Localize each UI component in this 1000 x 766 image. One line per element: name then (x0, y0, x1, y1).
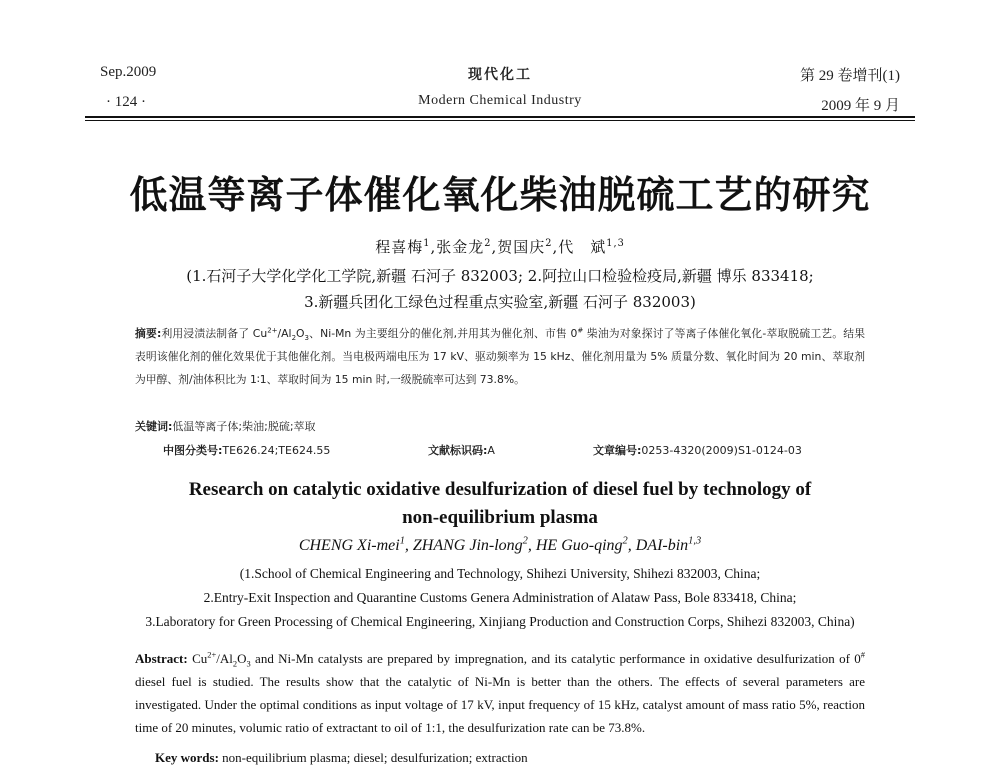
author-cn-1-aff: 1 (423, 238, 431, 249)
header-journal-en: Modern Chemical Industry (418, 93, 582, 108)
author-cn-4: 代 斌 (558, 238, 607, 256)
header-volume-cn: 第 29 卷增刊(1) (800, 68, 900, 84)
abstract-en-text: /Al (216, 651, 233, 666)
title-en-line-2: non-equilibrium plasma (402, 507, 598, 528)
abstract-cn-sup: 2+ (267, 325, 278, 335)
author-en-3-aff: 2 (622, 535, 628, 547)
affiliation-en-line-2: 2.Entry-Exit Inspection and Quarantine Customs Genera Administration of Alataw Pass, Bole 833418, China; (203, 590, 797, 605)
article-id-value: 0253-4320(2009)S1-0124-03 (641, 444, 802, 457)
title-cn: 低温等离子体催化氧化柴油脱硫工艺的研究 (129, 173, 871, 217)
article-id (593, 442, 802, 458)
affiliation-cn-line-2: 3.新疆兵团化工绿色过程重点实验室,新疆 石河子 832003) (304, 293, 696, 311)
header-rule (85, 116, 915, 118)
authors-en: CHENG Xi-mei$^1$, ZHANG Jin-long$^2$, HE Guo-qing$^2$, DAI-bin$^{1,3}$ (298, 535, 702, 554)
authors-cn: 程喜梅$^1$,张金龙$^2$,贺国庆$^2$,代 斌$^{1,3}$ (375, 238, 625, 256)
document-code-label: 文献标识码: (428, 444, 488, 457)
abstract-cn (135, 322, 865, 391)
keywords-en-text: non-equilibrium plasma; diesel; desulfurization; extraction (218, 750, 528, 765)
author-en-4: DAI-bin (635, 537, 689, 554)
abstract-cn-sub: 3 (304, 333, 309, 343)
abstract-en (135, 647, 865, 739)
article-id-label: 文章编号: (593, 444, 642, 457)
document-code-value: A (487, 444, 495, 457)
header-page-number: · 124 · (106, 94, 146, 110)
abstract-en-text: Cu (187, 651, 208, 666)
author-cn-3-aff: 2 (545, 238, 553, 249)
keywords-cn-text: 低温等离子体;柴油;脱硫;萃取 (172, 420, 316, 433)
header-journal-cn: 现代化工 (468, 67, 532, 83)
abstract-en-text: and Ni-Mn catalysts are prepared by impregnation, and its catalytic performance in oxidative desulfurization of 0 (250, 651, 861, 666)
title-en-line-1: Research on catalytic oxidative desulfurization of diesel fuel by technology of (188, 479, 812, 500)
keywords-cn-label: 关键词: (135, 420, 173, 433)
header-date-en: Sep.2009 (100, 64, 157, 80)
abstract-cn-text: 柴油为对象探讨了等离子体催化氧化-萃取脱硫工艺。结果表明该催化剂的催化效果优于其他催化剂。当电极两端电压为 17 kV、驱动频率为 15 kHz、催化剂用量为 5% 质量分数、氧化时间为 20 min、萃取剂为甲醇、剂/油体积比为 1∶1、萃取时间为 15 min 时,一级脱硫率可达到 73.8%。 (135, 327, 865, 386)
author-en-1: CHENG Xi-mei (298, 537, 400, 554)
author-cn-2: 张金龙 (436, 238, 485, 256)
keywords-cn (135, 418, 316, 434)
abstract-cn-text: 利用浸渍法制备了 Cu (161, 327, 268, 340)
keywords-en (155, 750, 528, 766)
affiliation-en-line-1: (1.School of Chemical Engineering and Technology, Shihezi University, Shihezi 832003, China; (239, 566, 761, 581)
author-en-4-aff: 1,3 (688, 535, 702, 547)
author-en-2: ZHANG Jin-long (412, 537, 523, 554)
header-rule-thin (85, 120, 915, 121)
header-date-cn: 2009 年 9 月 (821, 98, 900, 114)
abstract-en-label: Abstract: (135, 651, 188, 666)
abstract-en-sup: 2+ (207, 649, 217, 660)
abstract-cn-text: /Al (277, 327, 292, 340)
author-en-3: HE Guo-qing (535, 537, 623, 554)
abstract-en-sub: 3 (246, 658, 251, 669)
author-en-2-aff: 2 (522, 535, 528, 547)
clc-value: TE626.24;TE624.55 (222, 444, 331, 457)
keywords-en-label: Key words: (155, 750, 219, 765)
document-code (428, 442, 495, 458)
abstract-cn-sub: 2 (291, 333, 297, 343)
author-en-1-aff: 1 (399, 535, 405, 547)
abstract-en-text: O (237, 651, 247, 666)
abstract-en-text: diesel fuel is studied. The results show that the catalytic of Ni-Mn is better than the others. The effects of several parameters are investigated. Under the optimal conditions as input voltage of 17 kV, input frequency of 15 kHz, catalyst amount of mass ratio 5%, reaction time of 20 minutes, volumic ratio of extractant to oil of 1:1, the desulfurization rate can be 73.8%. (135, 674, 865, 735)
abstract-cn-text: O (296, 327, 305, 340)
author-cn-1: 程喜梅 (375, 238, 424, 256)
abstract-en-sub: 2 (232, 658, 238, 669)
clc-number (163, 442, 330, 458)
abstract-cn-text: 、Ni-Mn 为主要组分的催化剂,并用其为催化剂、市售 0 (309, 327, 578, 340)
author-cn-2-aff: 2 (484, 238, 492, 249)
affiliation-en-line-3: 3.Laboratory for Green Processing of Chemical Engineering, Xinjiang Production and Construction Corps, Shihezi 832003, China) (145, 614, 855, 629)
abstract-cn-label: 摘要: (135, 327, 162, 340)
abstract-en-sup: # (860, 649, 865, 660)
affiliation-cn-line-1: (1.石河子大学化学化工学院,新疆 石河子 832003; 2.阿拉山口检验检疫局,新疆 博乐 833418; (186, 267, 814, 285)
author-cn-4-aff: 1,3 (606, 238, 625, 249)
abstract-cn-sup: # (577, 325, 584, 335)
clc-label: 中图分类号: (163, 444, 223, 457)
author-cn-3: 贺国庆 (497, 238, 546, 256)
